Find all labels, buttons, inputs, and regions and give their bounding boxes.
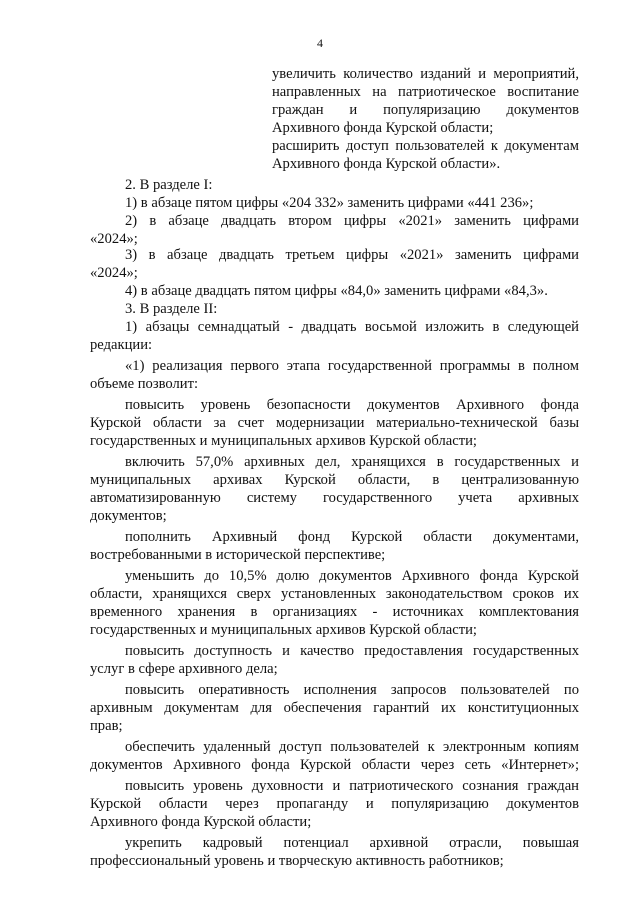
text-line: обеспечить удаленный доступ пользователей к электронным копиям [125,739,579,755]
text-line: увеличить количество изданий и мероприятий, [272,66,579,82]
text-line: пополнить Архивный фонд Курской области документами, [125,529,579,545]
text-line: 2. В разделе I: [125,177,213,193]
text-line: объеме позволит: [90,376,199,392]
text-line: 1) абзацы семнадцатый - двадцать восьмой изложить в следующей [125,319,579,335]
text-line: повысить уровень духовности и патриотического сознания граждан [125,778,579,794]
text-line: области, хранящихся сверх установленных законодательством сроков их [90,586,579,602]
text-line: Курской области через пропаганду и популяризацию документов [90,796,579,812]
text-line: архивным документам для обеспечения гарантий их конституционных [90,700,579,716]
text-line: 1) в абзаце пятом цифры «204 332» заменить цифрами «441 236»; [125,195,534,211]
text-line: расширить доступ пользователей к документам [272,138,579,154]
text-line: Курской области за счет модернизации материально-технической базы [90,415,579,431]
text-line: редакции: [90,337,153,353]
text-line: «2024»; [90,231,138,247]
text-line: услуг в сфере архивного дела; [90,661,278,677]
page-number: 4 [317,36,323,50]
text-line: государственных и муниципальных архивов Курской области; [90,433,477,449]
text-line: повысить уровень безопасности документов Архивного фонда [125,397,579,413]
text-line: Архивного фонда Курской области; [272,120,494,136]
text-line: 4) в абзаце двадцать пятом цифры «84,0» заменить цифрами «84,3». [125,283,548,299]
text-line: направленных на патриотическое воспитание [272,84,579,100]
text-line: государственных и муниципальных архивов Курской области; [90,622,477,638]
text-line: востребованными в исторической перспективе; [90,547,386,563]
text-line: 3) в абзаце двадцать третьем цифры «2021» заменить цифрами [125,247,579,263]
text-line: уменьшить до 10,5% долю документов Архивного фонда Курской [125,568,579,584]
text-line: прав; [90,718,123,734]
text-line: Архивного фонда Курской области». [272,156,501,172]
text-line: укрепить кадровый потенциал архивной отрасли, повышая [125,835,579,851]
text-line: профессиональный уровень и творческую активность работников; [90,853,504,869]
text-line: включить 57,0% архивных дел, хранящихся в государственных и [125,454,579,470]
text-line: повысить доступность и качество предоставления государственных [125,643,579,659]
text-line: «1) реализация первого этапа государственной программы в полном [125,358,579,374]
text-line: граждан и популяризацию документов [272,102,579,118]
text-line: временного хранения в организациях - источниках комплектования [90,604,579,620]
text-line: документов Архивного фонда Курской области через сеть «Интернет»; [90,757,579,773]
text-line: муниципальных архивах Курской области, в централизованную [90,472,579,488]
text-line: 2) в абзаце двадцать втором цифры «2021» заменить цифрами [125,213,579,229]
text-line: Архивного фонда Курской области; [90,814,312,830]
text-line: документов; [90,508,167,524]
text-line: повысить оперативность исполнения запросов пользователей по [125,682,579,698]
text-line: «2024»; [90,265,138,281]
text-line: автоматизированную систему государственного учета архивных [90,490,579,506]
text-line: 3. В разделе II: [125,301,218,317]
